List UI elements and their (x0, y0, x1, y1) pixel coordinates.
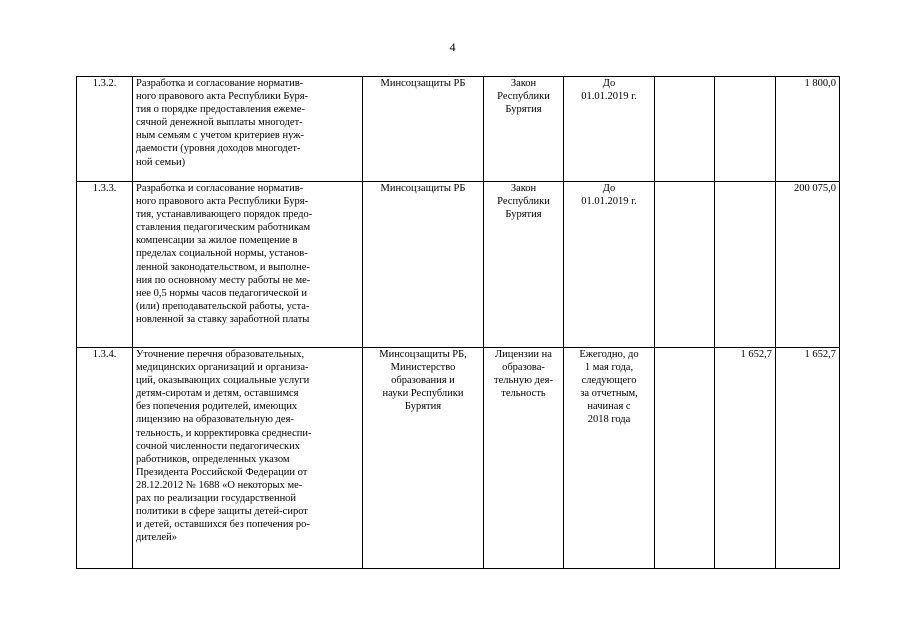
value1-cell (655, 182, 715, 348)
executor: Минсоцзащиты РБ (380, 183, 466, 194)
result-document: Лицензии на образова- тельную дея- тельность (494, 349, 553, 400)
measure-description: Уточнение перечня образовательных, медицинских организаций и организа- ций, оказывающих социальные услуги детям-сиротам и детям, оставшимся без попечения родителей, имеющих лицензию на образовательную дея- тельность, и корректировка среднеспи- сочной численности педагогических работников, определенных указом Президента Российской Федерации от 28.12.2012 № 1688 «О некоторых ме- рах по реализации государственной политики в сфере защиты детей-сирот и детей, оставшихся без попечения ро- дителей» (136, 349, 312, 544)
description-cell (133, 348, 363, 569)
description-cell (133, 182, 363, 348)
deadline: Ежегодно, до 1 мая года, следующего за отчетным, начиная с 2018 года (579, 349, 639, 426)
table-row (77, 77, 840, 182)
table-row (77, 348, 840, 569)
measures-table (76, 76, 840, 569)
term-cell (564, 182, 655, 348)
row-number: 1.3.3. (92, 183, 117, 194)
value3-cell (776, 77, 840, 182)
measure-description: Разработка и согласование норматив- ного правового акта Республики Буря- тия о порядке предоставления ежеме- сячной денежной выплаты многодет- ным семьям с учетом критериев нуж- даемости (уровня доходов многодет- ной семьи) (136, 78, 309, 168)
funding-value-2: 1 652,7 (740, 349, 772, 360)
result-document: Закон Республики Бурятия (497, 183, 550, 221)
row-number-cell (77, 182, 133, 348)
executor-cell (363, 77, 484, 182)
funding-value-3: 200 075,0 (794, 183, 836, 194)
funding-value-3: 1 800,0 (804, 78, 836, 89)
executor-cell (363, 348, 484, 569)
value3-cell (776, 348, 840, 569)
executor-cell (363, 182, 484, 348)
document-cell (484, 348, 564, 569)
funding-value-3: 1 652,7 (804, 349, 836, 360)
executor: Минсоцзащиты РБ (380, 78, 466, 89)
executor: Минсоцзащиты РБ, Министерство образования и науки Республики Бурятия (379, 349, 467, 413)
value2-cell (715, 348, 776, 569)
value1-cell (655, 348, 715, 569)
document-cell (484, 182, 564, 348)
measure-description: Разработка и согласование норматив- ного правового акта Республики Буря- тия, устанавливающего порядок предо- ставления педагогическим работникам компенсации за жилое помещение в пределах социальной нормы, установ- ленной законодательством, и выполне- ния по основному месту работы не ме- нее 0,5 нормы часов педагогической и (или) преподавательской работы, уста- новленной за ставку заработной платы (136, 183, 313, 325)
description-cell (133, 77, 363, 182)
row-number: 1.3.2. (92, 78, 117, 89)
deadline: До 01.01.2019 г. (581, 183, 637, 208)
row-number-cell (77, 348, 133, 569)
result-document: Закон Республики Бурятия (497, 78, 550, 116)
term-cell (564, 77, 655, 182)
value3-cell (776, 182, 840, 348)
value2-cell (715, 77, 776, 182)
table-row (77, 182, 840, 348)
row-number: 1.3.4. (92, 349, 117, 360)
row-number-cell (77, 77, 133, 182)
term-cell (564, 348, 655, 569)
page-number: 4 (449, 40, 456, 54)
value2-cell (715, 182, 776, 348)
document-cell (484, 77, 564, 182)
value1-cell (655, 77, 715, 182)
deadline: До 01.01.2019 г. (581, 78, 637, 103)
